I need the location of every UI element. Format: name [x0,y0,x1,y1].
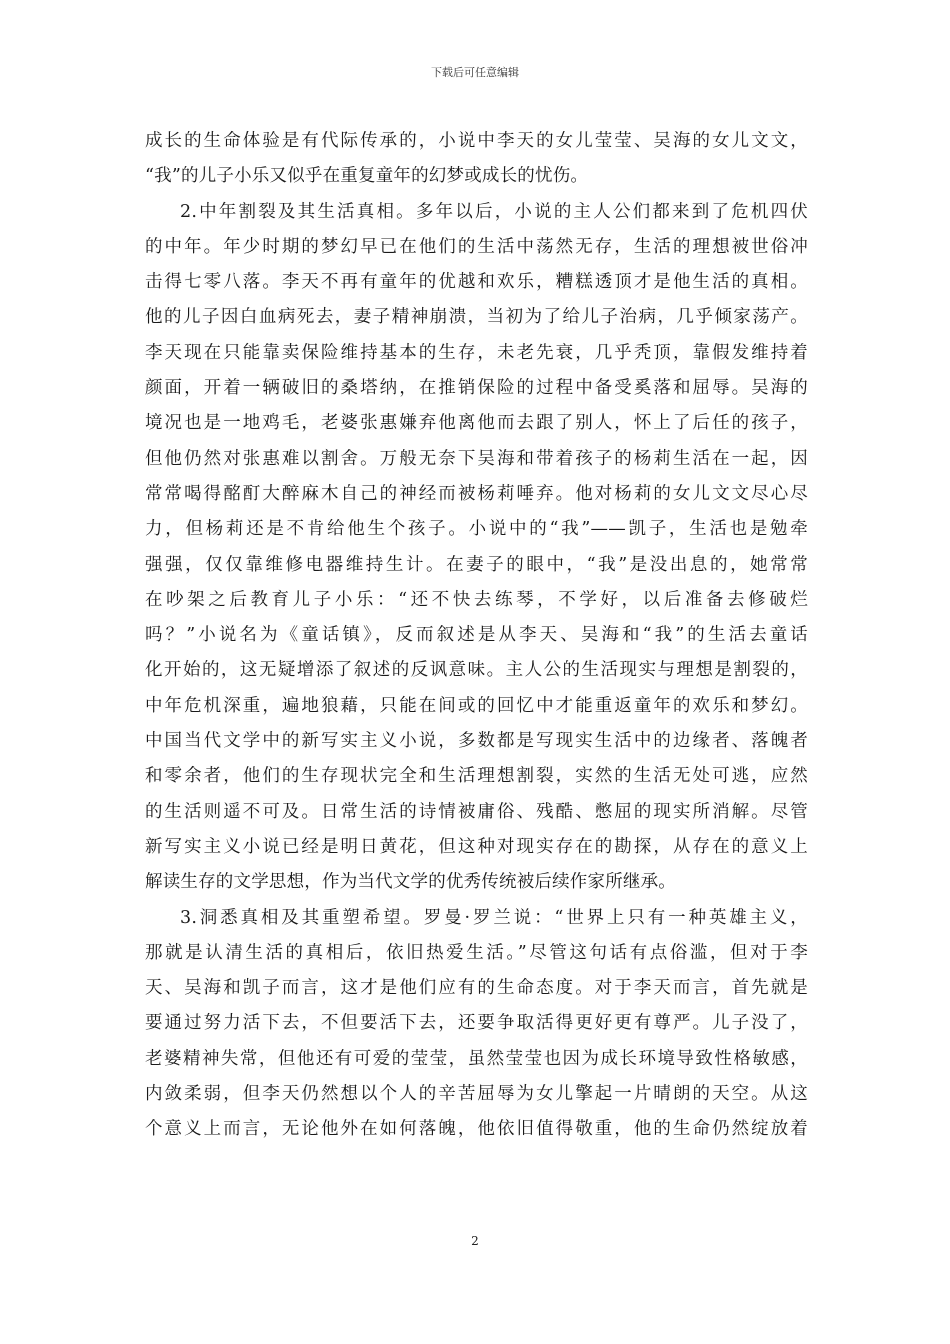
text-line: 化开始的，这无疑增添了叙述的反讽意味。主人公的生活现实与理想是割裂的， [145,660,808,681]
text-line: 但他仍然对张惠难以割舍。万般无奈下吴海和带着孩子的杨莉生活在一起，因 [145,448,808,469]
text-line: 强强，仅仅靠维修电器维持生计。在妻子的眼中，“我”是没出息的，她常常 [145,554,808,575]
text-line: 李天现在只能靠卖保险维持基本的生存，未老先衰，几乎秃顶，靠假发维持着 [145,342,808,363]
text-line: 在吵架之后教育儿子小乐：“还不快去练琴，不学好，以后准备去修破烂 [145,589,808,610]
text-line: 内敛柔弱，但李天仍然想以个人的辛苦屈辱为女儿擎起一片晴朗的天空。从这 [145,1084,808,1105]
text-line: 境况也是一地鸡毛，老婆张惠嫌弃他离他而去跟了别人，怀上了后任的孩子， [145,413,808,434]
text-line: 成长的生命体验是有代际传承的，小说中李天的女儿莹莹、吴海的女儿文文， [145,131,808,151]
text-line: 吗？”小说名为《童话镇》，反而叙述是从李天、吴海和“我”的生活去童话 [145,625,808,646]
text-line: 2.中年割裂及其生活真相。多年以后，小说的主人公们都来到了危机四伏 [180,201,808,222]
text-line: 中国当代文学中的新写实主义小说，多数都是写现实生活中的边缘者、落魄者 [145,731,808,752]
page-header: 下载后可任意编辑 [431,66,519,79]
text-line: 的生活则遥不可及。日常生活的诗情被庸俗、残酷、憋屈的现实所消解。尽管 [145,801,808,822]
text-line: 中年危机深重，遍地狼藉，只能在间或的回忆中才能重返童年的欢乐和梦幻。 [145,695,808,716]
text-line: 3.洞悉真相及其重塑希望。罗曼·罗兰说：“世界上只有一种英雄主义， [180,907,808,928]
text-line: 那就是认清生活的真相后，依旧热爱生活。”尽管这句话有点俗滥，但对于李 [145,942,808,963]
page-number: 2 [471,1234,479,1248]
text-line: “我”的儿子小乐又似乎在重复童年的幻梦或成长的忧伤。 [145,166,589,187]
text-line: 的中年。年少时期的梦幻早已在他们的生活中荡然无存，生活的理想被世俗冲 [145,236,808,257]
text-line: 和零余者，他们的生存现状完全和生活理想割裂，实然的生活无处可逃，应然 [145,766,808,787]
text-line: 常常喝得酩酊大醉麻木自己的神经而被杨莉唾弃。他对杨莉的女儿文文尽心尽 [145,483,808,504]
text-line: 新写实主义小说已经是明日黄花，但这种对现实存在的勘探，从存在的意义上 [145,836,808,857]
text-line: 老婆精神失常，但他还有可爱的莹莹，虽然莹莹也因为成长环境导致性格敏感， [145,1048,808,1069]
text-line: 力，但杨莉还是不肯给他生个孩子。小说中的“我”——凯子，生活也是勉牵 [145,519,808,540]
text-line: 天、吴海和凯子而言，这才是他们应有的生命态度。对于李天而言，首先就是 [145,978,808,999]
body-text [145,124,808,1148]
text-line: 解读生存的文学思想，作为当代文学的优秀传统被后续作家所继承。 [145,872,676,893]
text-line: 颜面，开着一辆破旧的桑塔纳，在推销保险的过程中备受奚落和屈辱。吴海的 [145,378,808,399]
text-line: 他的儿子因白血病死去，妻子精神崩溃，当初为了给儿子治病，几乎倾家荡产。 [145,307,808,328]
text-line: 要通过努力活下去，不但要活下去，还要争取活得更好更有尊严。儿子没了， [145,1013,808,1034]
text-line: 击得七零八落。李天不再有童年的优越和欢乐，糟糕透顶才是他生活的真相。 [145,272,808,293]
text-line: 个意义上而言，无论他外在如何落魄，他依旧值得敬重，他的生命仍然绽放着 [145,1119,808,1140]
